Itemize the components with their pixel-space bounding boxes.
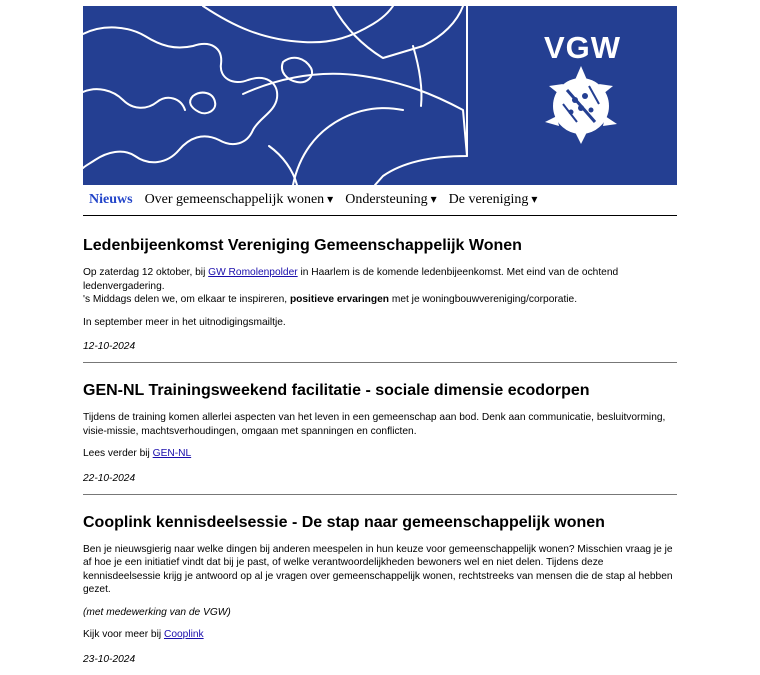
post-text: Kijk voor meer bij: [83, 629, 164, 640]
nav-item-over-gemeenschappelijk-wonen[interactable]: [145, 192, 334, 208]
news-post: [83, 216, 677, 363]
nav-item-label: Over gemeenschappelijk wonen: [144, 192, 325, 207]
news-post: [83, 495, 677, 675]
chevron-down-icon: ▾: [430, 192, 437, 206]
post-paragraph: [83, 628, 677, 642]
main-navigation: [83, 185, 677, 216]
post-date: 23-10-2024: [83, 653, 136, 665]
gen-nl-link[interactable]: GEN-NL: [152, 448, 192, 459]
nav-item-label: Ondersteuning: [345, 192, 428, 207]
nav-item-label: De vereniging: [448, 192, 529, 207]
cooplink-link[interactable]: Cooplink: [163, 629, 204, 640]
post-bold-text: positieve ervaringen: [289, 294, 390, 305]
post-paragraph: [83, 266, 677, 293]
header-banner: [83, 6, 677, 185]
post-title: GEN-NL Trainingsweekend facilitatie - sociale dimensie ecodorpen: [83, 382, 590, 399]
post-text: 's Middags delen we, om elkaar te inspireren,: [83, 294, 290, 305]
post-text: in Haarlem is de komende ledenbijeenkomst. Met eind van de ochtend ledenvergadering.: [83, 267, 619, 292]
post-paragraph: Tijdens de training komen allerlei aspecten van het leven in een gemeenschap aan bod. Denk aan communicatie, besluitvorming, visie-missie, machtsverhoudingen, omgaan met spanningen en conflicten.: [83, 412, 666, 437]
post-paragraph: In september meer in het uitnodigingsmailtje.: [83, 316, 286, 328]
news-post: [83, 363, 677, 495]
chevron-down-icon: ▾: [531, 192, 538, 206]
nav-item-nieuws[interactable]: [89, 192, 133, 208]
vgw-emblem-icon: [541, 64, 621, 146]
post-paragraph: (met medewerking van de VGW): [83, 606, 231, 618]
nav-item-ondersteuning[interactable]: [345, 192, 436, 208]
vgw-logo-text: VGW: [544, 30, 622, 65]
nav-item-de-vereniging[interactable]: [449, 192, 538, 208]
post-text: met je woningbouwvereniging/corporatie.: [389, 294, 578, 305]
post-text: Op zaterdag 12 oktober, bij: [83, 267, 209, 278]
post-date: 22-10-2024: [83, 472, 136, 484]
nav-item-label: Nieuws: [89, 192, 133, 207]
post-paragraph: [83, 447, 677, 461]
gw-romolenpolder-link[interactable]: GW Romolenpolder: [208, 267, 298, 278]
post-paragraph: [83, 293, 677, 307]
page-container: [83, 6, 677, 675]
post-title: Cooplink kennisdeelsessie - De stap naar gemeenschappelijk wonen: [83, 513, 605, 531]
post-date: 12-10-2024: [83, 341, 136, 352]
post-title: Ledenbijeenkomst Vereniging Gemeenschappelijk Wonen: [83, 237, 522, 254]
chevron-down-icon: ▾: [327, 192, 334, 206]
post-paragraph: Ben je nieuwsgierig naar welke dingen bij anderen meespelen in hun keuze voor gemeenschappelijk wonen? Misschien vraag je je af hoe je een initiatief vindt dat bij je past, of welke verantwoordelijkheden bewoners wel en niet delen. Tijdens deze kennisdeelsessie krijg je antwoord op al je vragen over gemeenschappelijk wonen, rechtstreeks van mensen die de stap al hebben gezet.: [83, 543, 673, 595]
post-text: Lees verder bij: [83, 448, 153, 459]
